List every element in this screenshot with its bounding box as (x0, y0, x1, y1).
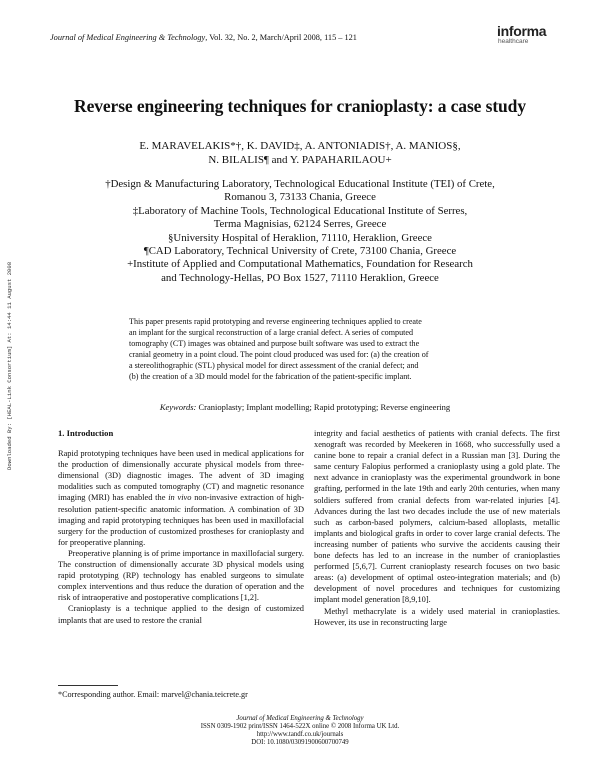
affiliations (0, 178, 600, 285)
abstract (129, 316, 489, 382)
emphasis-text: in vivo (168, 493, 192, 503)
logo-sub: healthcare (498, 38, 529, 45)
paper-title: Reverse engineering techniques for cranioplasty: a case study (74, 96, 526, 116)
affiliation-line: ¶CAD Laboratory, Technical University of Crete, 73100 Chania, Greece (143, 245, 457, 258)
author-line: N. BILALIS¶ and Y. PAPAHARILAOU+ (208, 154, 392, 166)
author-line: E. MARAVELAKIS*†, K. DAVID‡, A. ANTONIADIS†, A. MANIOS§, (139, 140, 461, 152)
keywords (0, 402, 600, 412)
affiliation-line: Terma Magnisias, 62124 Serres, Greece (213, 218, 387, 231)
affiliation-line: §University Hospital of Heraklion, 71110, Heraklion, Greece (168, 231, 432, 244)
journal-header (50, 33, 357, 42)
download-watermark: Downloaded By: [HEAL-Link Consortium] At: 14:44 11 August 2008 (6, 261, 13, 470)
logo-brand: informa (497, 23, 547, 39)
paragraph-text: Rapid prototyping techniques have been used in medical applications for the production of dimensionally accurate physical models from three-dimensional (3D) diagnostic images. The advent of 3D imaging modalities such as computed tomography (CT) and magnetic resonance imaging (MRI) has enabled the (58, 449, 304, 503)
footer-doi: DOI: 10.1080/03091900600700749 (251, 738, 349, 746)
body-paragraph: Cranioplasty is a technique applied to the design of customized implants that are used to restore the cranial (58, 604, 304, 625)
footer-journal: Journal of Medical Engineering & Technology (236, 715, 364, 722)
section-heading: 1. Introduction (58, 428, 114, 438)
footer-url[interactable]: http://www.tandf.co.uk/journals (256, 730, 344, 738)
affiliation-line: +Institute of Applied and Computational Mathematics, Foundation for Research (127, 258, 473, 271)
keywords-text: Cranioplasty; Implant modelling; Rapid prototyping; Reverse engineering (196, 402, 451, 412)
abstract-line: an implant for the surgical reconstruction of a large cranial defect. A series of computed (129, 328, 414, 337)
affiliation-line: Romanou 3, 73133 Chania, Greece (224, 191, 376, 204)
footer-issn: ISSN 0309-1902 print/ISSN 1464-522X online © 2008 Informa UK Ltd. (200, 722, 400, 730)
publisher-logo (497, 24, 546, 46)
affiliation-line: and Technology-Hellas, PO Box 1527, 71110 Heraklion, Greece (161, 271, 439, 284)
affiliation-line: †Design & Manufacturing Laboratory, Technological Educational Institute (TEI) of Crete, (105, 178, 495, 190)
keywords-label: Keywords: (159, 402, 197, 412)
journal-details: , Vol. 32, No. 2, March/April 2008, 115 – 121 (205, 33, 357, 42)
body-paragraph: Preoperative planning is of prime importance in maxillofacial surgery. The construction of dimensionally accurate 3D physical models using rapid prototyping (RP) technology has enabled surgeons to simulate complex interventions and thus reduce the duration of operation and the risk of intraoperative and postoperative complications [1,2]. (58, 548, 304, 603)
abstract-line: This paper presents rapid prototyping and reverse engineering techniques applied to create (129, 317, 422, 326)
abstract-line: a stereolithographic (STL) physical model for direct assessment of the cranial defect; and (129, 361, 419, 370)
paragraph-text: non-invasive extraction of high-resolution patient-specific anatomic information. A combination of 3D imaging and rapid prototyping techniques has been used in maxillofacial surgery for the production of customized prostheses for cranioplasty and for preoperative planning. (58, 493, 304, 547)
journal-name: Journal of Medical Engineering & Technology (50, 33, 206, 42)
corresponding-author-footnote: *Corresponding author. Email: marvel@chania.teicrete.gr (58, 690, 248, 699)
body-paragraph (58, 448, 304, 548)
abstract-line: (b) the creation of a 3D mould model for the fabrication of the patient-specific implant. (129, 372, 412, 381)
abstract-line: tomography (CT) images was obtained and purpose built software was used to extract the (129, 339, 420, 348)
body-column-left (58, 428, 304, 626)
footnote-divider (58, 685, 118, 686)
body-column-right (314, 428, 560, 628)
page-footer (0, 715, 600, 747)
abstract-line: cranial geometry in a point cloud. The point cloud produced was used for: (a) the creation of (129, 350, 429, 359)
affiliation-line: ‡Laboratory of Machine Tools, Technological Educational Institute of Serres, (132, 204, 468, 217)
author-list (0, 139, 600, 167)
body-paragraph: integrity and facial aesthetics of patients with cranial defects. The first xenograft was recorded by Meekeren in 1668, who successfully used a canine bone to repair a cranial defect in a Russian man [3]. During the same century Falopius performed a cranioplasty using a gold plate. The next advance in cranioplasty was the experimental groundwork in bone grafting, performed in the late 19th and early 20th centuries, when many soldiers suffered from cranial defects from war-related injuries [4]. Advances during the last two decades include the use of new materials such as carbon-based polymers, calcium-based alloplasts, metallic implants and biological grafts in order to cover large cranial defects. The increasing number of patients who survive the accidents causing their bone defects has led to an increase in the number of cranioplasties performed [5,6,7]. Current cranioplasty research focuses on two basic areas: (a) development of optimal osteo-integration materials; and (b) development of novel procedures and techniques for customizing implant model generation [8,9,10]. (314, 429, 560, 605)
body-paragraph: Methyl methacrylate is a widely used material in cranioplasties. However, its use in reconstructing large (314, 606, 560, 627)
